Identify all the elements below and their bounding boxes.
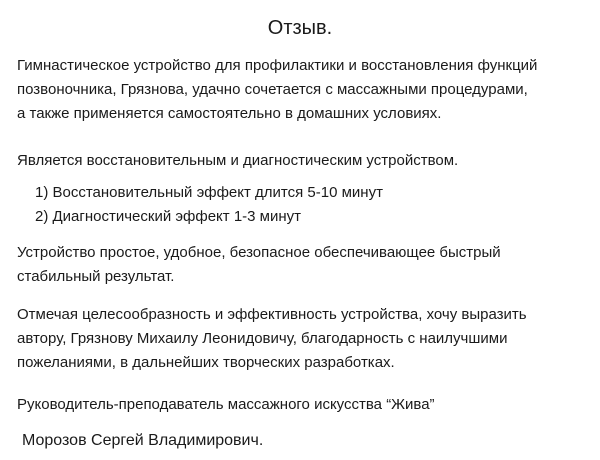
paragraph-device-type: Является восстановительным и диагностическим устройством. — [17, 152, 459, 169]
document-title: Отзыв. — [267, 17, 333, 39]
effects-list — [35, 181, 585, 229]
list-item: 1) Восстановительный эффект длится 5-10 минут — [35, 184, 383, 201]
list-item: 2) Диагностический эффект 1-3 минут — [35, 208, 302, 225]
text-line: автору, Грязнову Михаилу Леонидовичу, благодарность с наилучшими — [17, 330, 508, 347]
text-line: Устройство простое, удобное, безопасное обеспечивающее быстрый — [17, 244, 501, 261]
paragraph-author-position: Руководитель-преподаватель массажного искусства “Жива” — [17, 396, 435, 413]
paragraph-device-description — [17, 54, 592, 126]
text-line: стабильный результат. — [17, 268, 175, 285]
author-signature: Морозов Сергей Владимирович. — [22, 432, 264, 449]
text-line: Отмечая целесообразность и эффективность устройства, хочу выразить — [17, 306, 527, 323]
text-line: пожеланиями, в дальнейших творческих разработках. — [17, 354, 395, 371]
paragraph-device-benefits — [17, 241, 592, 289]
text-line: а также применяется самостоятельно в домашних условиях. — [17, 105, 442, 122]
text-line: Гимнастическое устройство для профилактики и восстановления функций — [17, 57, 538, 74]
text-line: позвоночника, Грязнова, удачно сочетается с массажными процедурами, — [17, 81, 528, 98]
paragraph-gratitude — [17, 303, 592, 375]
